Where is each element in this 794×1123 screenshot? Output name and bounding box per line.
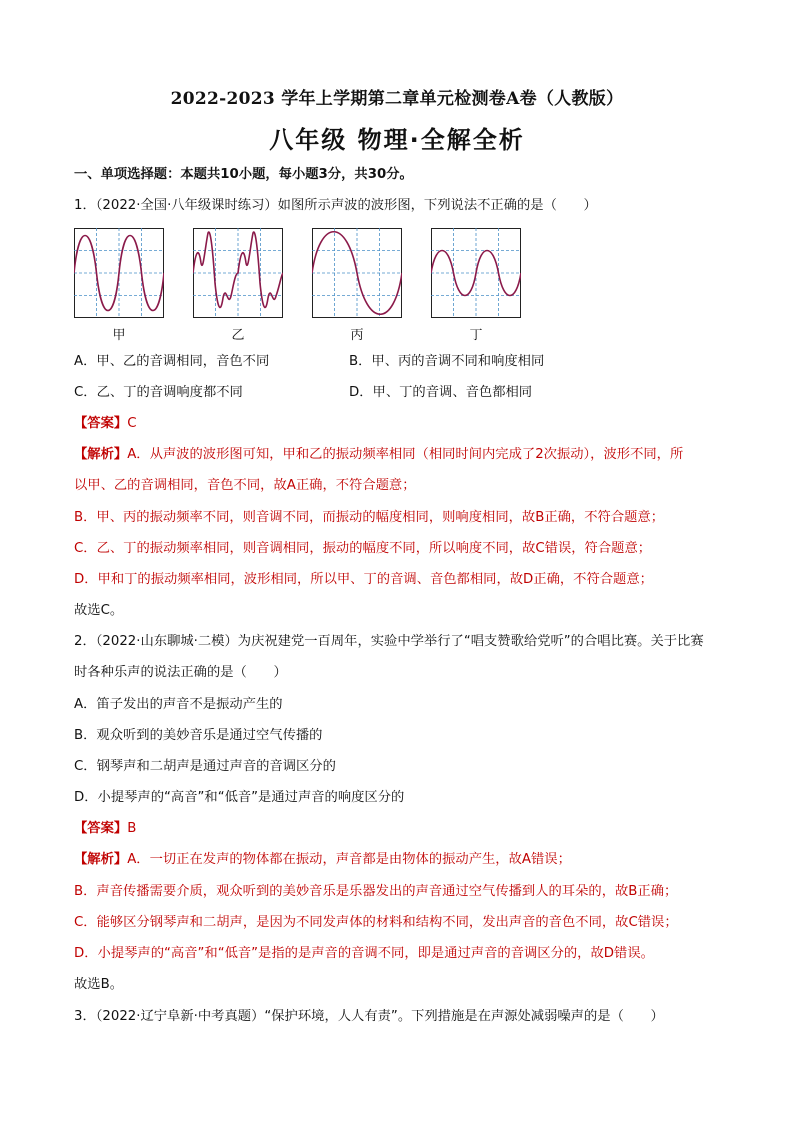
document-title: 2022-2023 学年上学期第二章单元检测卷A卷（人教版） xyxy=(170,89,624,109)
q2-answer xyxy=(74,820,734,838)
figure-label-bing: 丙 xyxy=(350,328,364,343)
waveform-jia xyxy=(74,228,164,318)
q1-option-a: A．甲、乙的音调相同，音色不同 xyxy=(74,354,270,369)
figure-label-yi: 乙 xyxy=(231,328,245,343)
analysis-tag: 【解析】 xyxy=(74,852,128,867)
section-heading: 一、单项选择题：本题共10小题，每小题3分，共30分。 xyxy=(74,167,413,182)
answer-tag: 【答案】 xyxy=(74,821,128,836)
figure-label-ding: 丁 xyxy=(469,328,483,343)
q1-option-b: B．甲、丙的音调不同和响度相同 xyxy=(349,354,545,369)
analysis-tag: 【解析】 xyxy=(74,447,128,462)
q1-option-c: C．乙、丁的音调响度都不同 xyxy=(74,385,243,400)
q2-conclusion: 故选B。 xyxy=(74,977,124,992)
q2-option-c: C．钢琴声和二胡声是通过声音的音调区分的 xyxy=(74,759,336,774)
q1-conclusion: 故选C。 xyxy=(74,603,124,618)
q2-analysis-line-4: D．小提琴声的“高音”和“低音”是指的是声音的音调不同，即是通过声音的音调区分的，故D错误。 xyxy=(74,946,654,961)
q1-stem: 1．（2022·全国·八年级课时练习）如图所示声波的波形图，下列说法不正确的是（ ） xyxy=(74,198,597,213)
answer-value: B xyxy=(127,821,137,836)
q2-stem-line-1: 2．（2022·山东聊城·二模）为庆祝建党一百周年，实验中学举行了“唱支赞歌给党听”的合唱比赛。关于比赛 xyxy=(74,634,704,649)
q2-option-b: B．观众听到的美妙音乐是通过空气传播的 xyxy=(74,728,323,743)
q1-analysis-line-3: B．甲、丙的振动频率不同，则音调不同，而振动的幅度相同，则响度相同，故B正确，不符合题意； xyxy=(74,510,665,525)
q3-stem: 3．（2022·辽宁阜新·中考真题）“保护环境，人人有责”。下列措施是在声源处减弱噪声的是（ ） xyxy=(74,1009,664,1024)
q2-analysis-line-1: 【解析】A．一切正在发声的物体都在振动，声音都是由物体的振动产生，故A错误； xyxy=(74,852,571,867)
q1-analysis-line-2: 以甲、乙的音调相同，音色不同，故A正确，不符合题意； xyxy=(74,478,416,493)
q2-stem-line-2: 时各种乐声的说法正确的是（ ） xyxy=(74,665,287,680)
answer-value: C xyxy=(127,416,137,431)
q2-option-d: D．小提琴声的“高音”和“低音”是通过声音的响度区分的 xyxy=(74,790,405,805)
waveform-ding xyxy=(431,228,521,318)
q1-analysis-line-5: D．甲和丁的振动频率相同，波形相同，所以甲、丁的音调、音色都相同，故D正确，不符合题意； xyxy=(74,572,653,587)
figure-label-jia: 甲 xyxy=(112,328,126,343)
answer-tag: 【答案】 xyxy=(74,416,128,431)
waveform-yi xyxy=(193,228,283,318)
q1-analysis-line-4: C．乙、丁的振动频率相同，则音调相同，振动的幅度不同，所以响度不同，故C错误，符合题意； xyxy=(74,541,652,556)
q1-option-d: D．甲、丁的音调、音色都相同 xyxy=(349,385,533,400)
q2-analysis-line-2: B．声音传播需要介质，观众听到的美妙音乐是乐器发出的声音通过空气传播到人的耳朵的，故B正确； xyxy=(74,884,678,899)
q2-analysis-line-3: C．能够区分钢琴声和二胡声，是因为不同发声体的材料和结构不同，发出声音的音色不同，故C错误； xyxy=(74,915,678,930)
waveform-bing xyxy=(312,228,402,318)
document-subtitle: 八年级 物理·全解全析 xyxy=(269,126,525,154)
q1-analysis-line-1: 【解析】A．从声波的波形图可知，甲和乙的振动频率相同（相同时间内完成了2次振动），波形不同，所 xyxy=(74,447,684,462)
q2-option-a: A．笛子发出的声音不是振动产生的 xyxy=(74,697,283,712)
q1-answer xyxy=(74,415,734,433)
